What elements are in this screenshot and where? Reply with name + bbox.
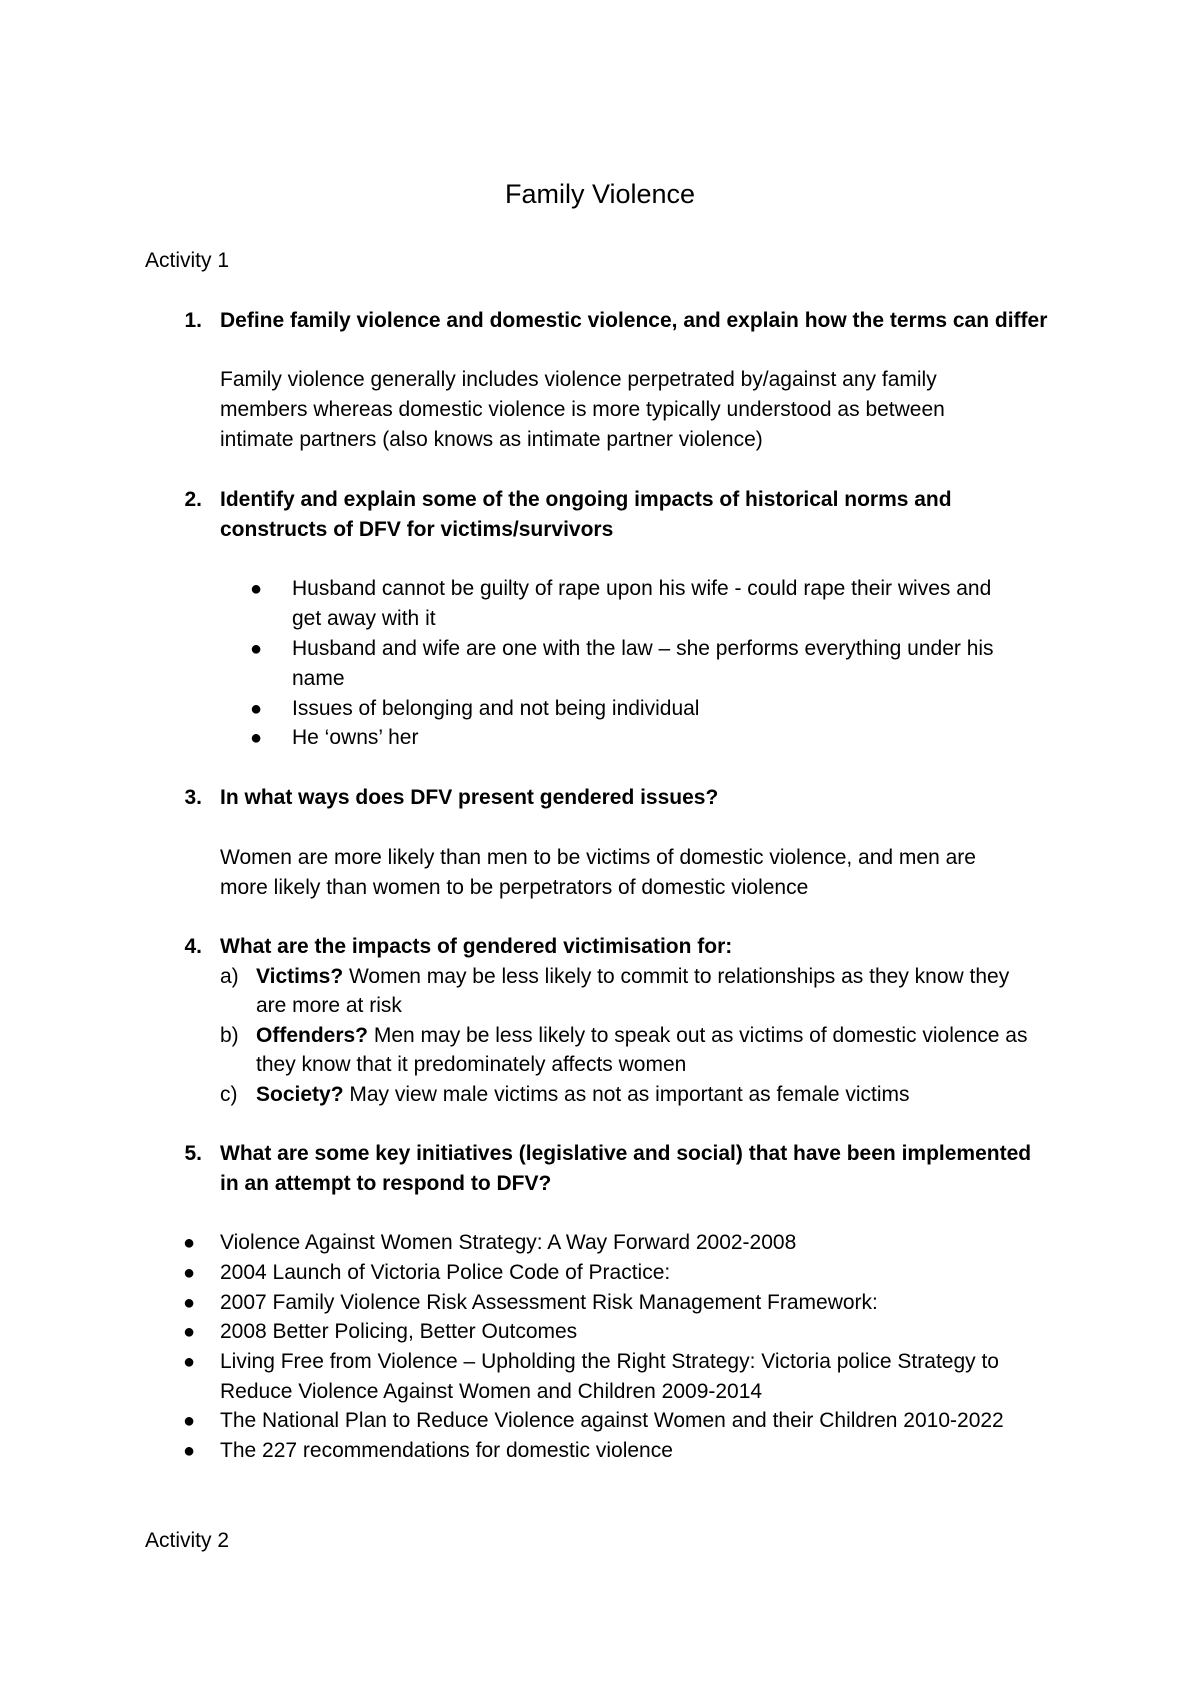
q4-item-cont: are more at risk (256, 994, 402, 1017)
q3-answer-line: Women are more likely than men to be victims of domestic violence, and men are (220, 846, 976, 869)
initiative-item: 2008 Better Policing, Better Outcomes (220, 1320, 578, 1343)
q2-bullet-text: Husband cannot be guilty of rape upon his wife - could rape their wives and (292, 577, 992, 600)
q4-item-b (256, 1021, 1027, 1051)
initiative-item: The National Plan to Reduce Violence against Women and their Children 2010-2022 (220, 1409, 1004, 1432)
q4-item-text: Women may be less likely to commit to relationships as they know they (343, 965, 1010, 988)
q4-item-c (256, 1080, 910, 1110)
q4-item-label: Victims? (256, 965, 344, 988)
q4-item-letter: a) (220, 965, 239, 988)
initiative-item: 2004 Launch of Victoria Police Code of Practice: (220, 1261, 671, 1284)
q2-bullet-text: Husband and wife are one with the law – she performs everything under his (292, 637, 994, 660)
q4-item-letter: b) (220, 1024, 239, 1047)
initiative-item: 2007 Family Violence Risk Assessment Risk Management Framework: (220, 1291, 878, 1314)
q3-answer-line: more likely than women to be perpetrators of domestic violence (220, 876, 809, 899)
bullet-icon: ● (183, 1262, 196, 1284)
q1-question: Define family violence and domestic violence, and explain how the terms can differ (220, 309, 1048, 332)
q4-item-text: May view male victims as not as important as female victims (343, 1083, 910, 1106)
initiative-item-cont: Reduce Violence Against Women and Children 2009-2014 (220, 1380, 763, 1403)
q2-bullet-text: Issues of belonging and not being individual (292, 697, 700, 720)
q2-question-line: Identify and explain some of the ongoing impacts of historical norms and (220, 488, 952, 511)
q5-number: 5. (184, 1142, 202, 1165)
q4-item-letter: c) (220, 1083, 238, 1106)
bullet-icon: ● (183, 1410, 196, 1432)
q2-number: 2. (184, 488, 202, 511)
q1-number: 1. (184, 309, 202, 332)
bullet-icon: ● (183, 1440, 196, 1462)
bullet-icon: ● (250, 578, 263, 600)
initiative-item: Living Free from Violence – Upholding the Right Strategy: Victoria police Strategy to (220, 1350, 999, 1373)
q2-bullet-text: get away with it (292, 607, 436, 630)
document-title: Family Violence (504, 179, 696, 209)
activity-2-heading: Activity 2 (145, 1529, 230, 1552)
q4-item-text: Men may be less likely to speak out as victims of domestic violence as (368, 1024, 1028, 1047)
q1-answer-line: members whereas domestic violence is more typically understood as between (220, 398, 945, 421)
q2-bullet-text: He ‘owns’ her (292, 726, 419, 749)
initiative-item: Violence Against Women Strategy: A Way Forward 2002-2008 (220, 1231, 797, 1254)
bullet-icon: ● (183, 1321, 196, 1343)
q1-answer-line: Family violence generally includes violence perpetrated by/against any family (220, 368, 937, 391)
bullet-icon: ● (183, 1232, 196, 1254)
q4-item-cont: they know that it predominately affects women (256, 1053, 687, 1076)
q1-answer-line: intimate partners (also knows as intimate partner violence) (220, 428, 763, 451)
q4-item-label: Society? (256, 1083, 344, 1106)
initiative-item: The 227 recommendations for domestic violence (220, 1439, 673, 1462)
q4-item-label: Offenders? (256, 1024, 369, 1047)
bullet-icon: ● (250, 698, 263, 720)
q4-number: 4. (184, 935, 202, 958)
q2-bullet-text: name (292, 667, 345, 690)
bullet-icon: ● (250, 638, 263, 660)
q5-question-line: in an attempt to respond to DFV? (220, 1172, 552, 1195)
q3-question: In what ways does DFV present gendered issues? (220, 786, 719, 809)
q5-question-line: What are some key initiatives (legislative and social) that have been implemented (220, 1142, 1032, 1165)
bullet-icon: ● (183, 1351, 196, 1373)
q4-item-a (256, 962, 1009, 992)
bullet-icon: ● (183, 1292, 196, 1314)
q2-question-line: constructs of DFV for victims/survivors (220, 518, 614, 541)
activity-1-heading: Activity 1 (145, 249, 230, 272)
q3-number: 3. (184, 786, 202, 809)
q4-question: What are the impacts of gendered victimisation for: (220, 935, 733, 958)
bullet-icon: ● (250, 727, 263, 749)
